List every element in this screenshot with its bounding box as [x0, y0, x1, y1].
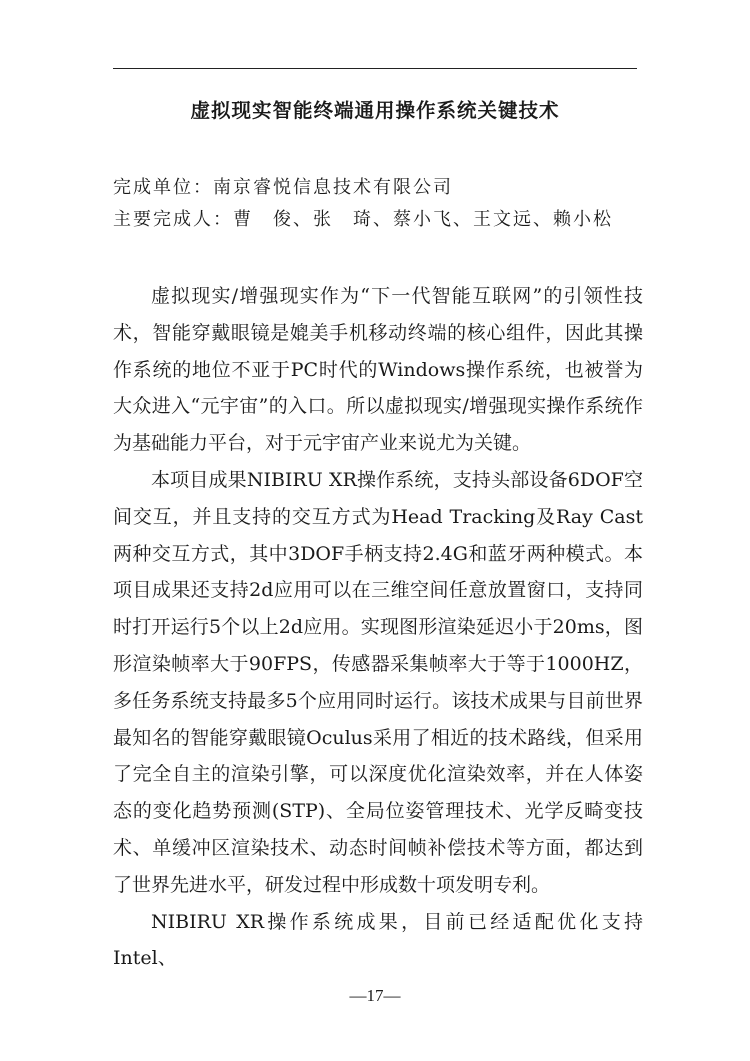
- completion-unit: 完成单位：南京睿悦信息技术有限公司: [113, 177, 453, 198]
- document-title: 虚拟现实智能终端通用操作系统关键技术: [190, 99, 560, 122]
- header-rule: [113, 68, 637, 69]
- body-text: [113, 278, 643, 977]
- paragraph-2: 本项目成果NIBIRU XR操作系统，支持头部设备6DOF空间交互，并且支持的交互方式为Head Tracking及Ray Cast两种交互方式，其中3DOF手柄支持2.4G和蓝牙两种模式。本项目成果还支持2d应用可以在三维空间任意放置窗口，支持同时打开运行5个以上2d应用。实现图形渲染延迟小于20ms，图形渲染帧率大于90FPS，传感器采集帧率大于等于1000HZ，多任务系统支持最多5个应用同时运行。该技术成果与目前世界最知名的智能穿戴眼镜Oculus采用了相近的技术路线，但采用了完全自主的渲染引擎，可以深度优化渲染效率，并在人体姿态的变化趋势预测(STP)、全局位姿管理技术、光学反畸变技术、单缓冲区渲染技术、动态时间帧补偿技术等方面，都达到了世界先进水平，研发过程中形成数十项发明专利。: [113, 468, 643, 896]
- paragraph-1: 虚拟现实/增强现实作为“下一代智能互联网”的引领性技术，智能穿戴眼镜是媲美手机移动终端的核心组件，因此其操作系统的地位不亚于PC时代的Windows操作系统，也被誉为大众进入“元宇宙”的入口。所以虚拟现实/增强现实操作系统作为基础能力平台，对于元宇宙产业来说尤为关键。: [113, 285, 643, 455]
- main-contributors: 主要完成人：曹 俊、张 琦、蔡小飞、王文远、赖小松: [113, 209, 613, 230]
- page-number: —17—: [349, 986, 401, 1005]
- paragraph-3: NIBIRU XR操作系统成果，目前已经适配优化支持Intel、: [113, 910, 643, 970]
- metadata-block: [113, 172, 653, 236]
